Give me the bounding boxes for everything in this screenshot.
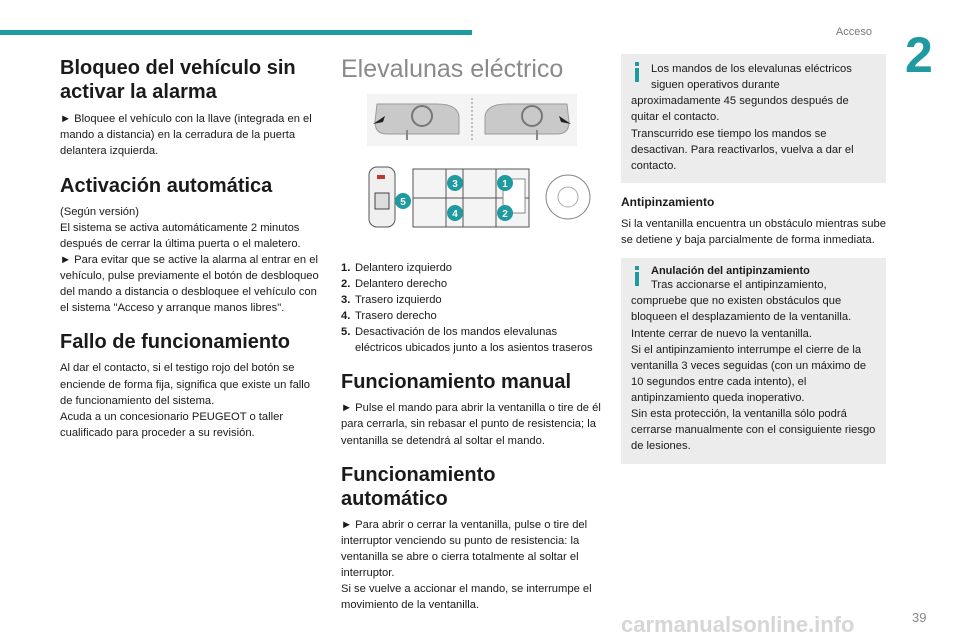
column-left: [60, 54, 322, 441]
list-item: 1. Delantero izquierdo: [341, 261, 453, 274]
info1-first-line: Los mandos de los elevalunas eléctricos siguen operativos durante: [651, 63, 852, 92]
paragraph-manual: ► Pulse el mando para abrir la ventanilla o tire de él para cerrarla, sin rebasar el punto de resistencia; la ventanilla se detendrá al soltar el mando.: [341, 402, 601, 447]
info-box-operation: [621, 54, 886, 183]
paragraph-activacion: (Según versión) El sistema se activa automáticamente 2 minutos después de cerrar la última puerta o el maletero. ► Para evitar que se active la alarma al entrar en el vehículo, pulse previamente el botón de desbloqueo del mando a distancia o desbloquee el vehículo con el sistema "Acceso y arranque manos libres".: [60, 205, 319, 315]
heading-manual: Funcionamiento manual: [341, 371, 572, 394]
callout-3: 3: [452, 178, 458, 190]
callout-5: 5: [400, 196, 406, 208]
list-item: 3. Trasero izquierdo: [341, 293, 442, 306]
paragraph-automatico: ► Para abrir o cerrar la ventanilla, pulse o tire del interruptor venciendo su punto de resistencia: la ventanilla se abre o cierra totalmente al soltar el interruptor. Si se vuelve a accionar el mando, se interrumpe el movimiento de la ventanilla.: [341, 518, 592, 612]
watermark: carmanualsonline.info: [621, 612, 855, 637]
info2-first-line: Tras accionarse el antipinzamiento,: [651, 279, 827, 292]
callout-1: 1: [502, 178, 508, 190]
heading-bloqueo: Bloqueo del vehículo sin activar la alarma: [60, 57, 296, 103]
window-controls-diagram: [363, 161, 593, 233]
heading-automatico: Funcionamiento automático: [341, 463, 496, 510]
list-item: 4. Trasero derecho: [341, 309, 437, 322]
list-item: 5. Desactivación de los mandos elevalunas eléctricos ubicados junto a los asientos traseros: [341, 326, 593, 355]
heading-elevalunas: Elevalunas eléctrico: [341, 55, 564, 83]
paragraph-fallo: Al dar el contacto, si el testigo rojo del botón se enciende de forma fija, significa que existe un fallo de funcionamiento del sistema. Acuda a un concesionario PEUGEOT o taller cualificado para proceder a su revisión.: [60, 362, 311, 439]
info2-rest: compruebe que no existen obstáculos que bloqueen el desplazamiento de la ventanilla. Intente cerrar de nuevo la ventanilla. Si el antipinzamiento interrumpe el cierre de la ventanilla 3 veces seguidas (con un máximo de 10 segundos entre cada intento), el antipinzamiento queda inoperativo. Sin esta protección, la ventanilla sólo podrá cerrarse manualmente con el consiguiente riesgo de lesiones.: [631, 295, 876, 453]
header-accent-bar: [0, 30, 472, 35]
info2-title: Anulación del antipinzamiento: [651, 265, 810, 278]
list-item: 2. Delantero derecho: [341, 277, 448, 290]
callout-4: 4: [452, 208, 458, 220]
info-box-anulacion: [621, 258, 886, 463]
info-icon: [631, 62, 643, 82]
info-icon: [631, 266, 643, 286]
page-number: 39: [912, 610, 927, 625]
column-middle: [341, 54, 603, 613]
door-switch-illustration: [367, 94, 577, 146]
info1-rest: aproximadamente 45 segundos después de quitar el contacto. Transcurrido ese tiempo los mandos se desactivan. Para reactivarlos, vuelva a dar el contacto.: [631, 95, 854, 172]
callout-2: 2: [502, 208, 508, 220]
section-title: Acceso: [835, 26, 872, 38]
paragraph-bloqueo: ► Bloquee el vehículo con la llave (integrada en el mando a distancia) en la cerradura de la puerta delantera izquierda.: [60, 113, 312, 158]
paragraph-antipinzamiento: Si la ventanilla encuentra un obstáculo mientras sube se detiene y baja parcialmente de forma inmediata.: [621, 217, 886, 246]
heading-antipinzamiento: Antipinzamiento: [621, 194, 715, 209]
chapter-number: 2: [905, 27, 933, 83]
column-right: [621, 54, 886, 468]
heading-fallo: Fallo de funcionamiento: [60, 331, 291, 354]
window-controls-list: [341, 260, 603, 357]
heading-activacion: Activación automática: [60, 174, 273, 197]
